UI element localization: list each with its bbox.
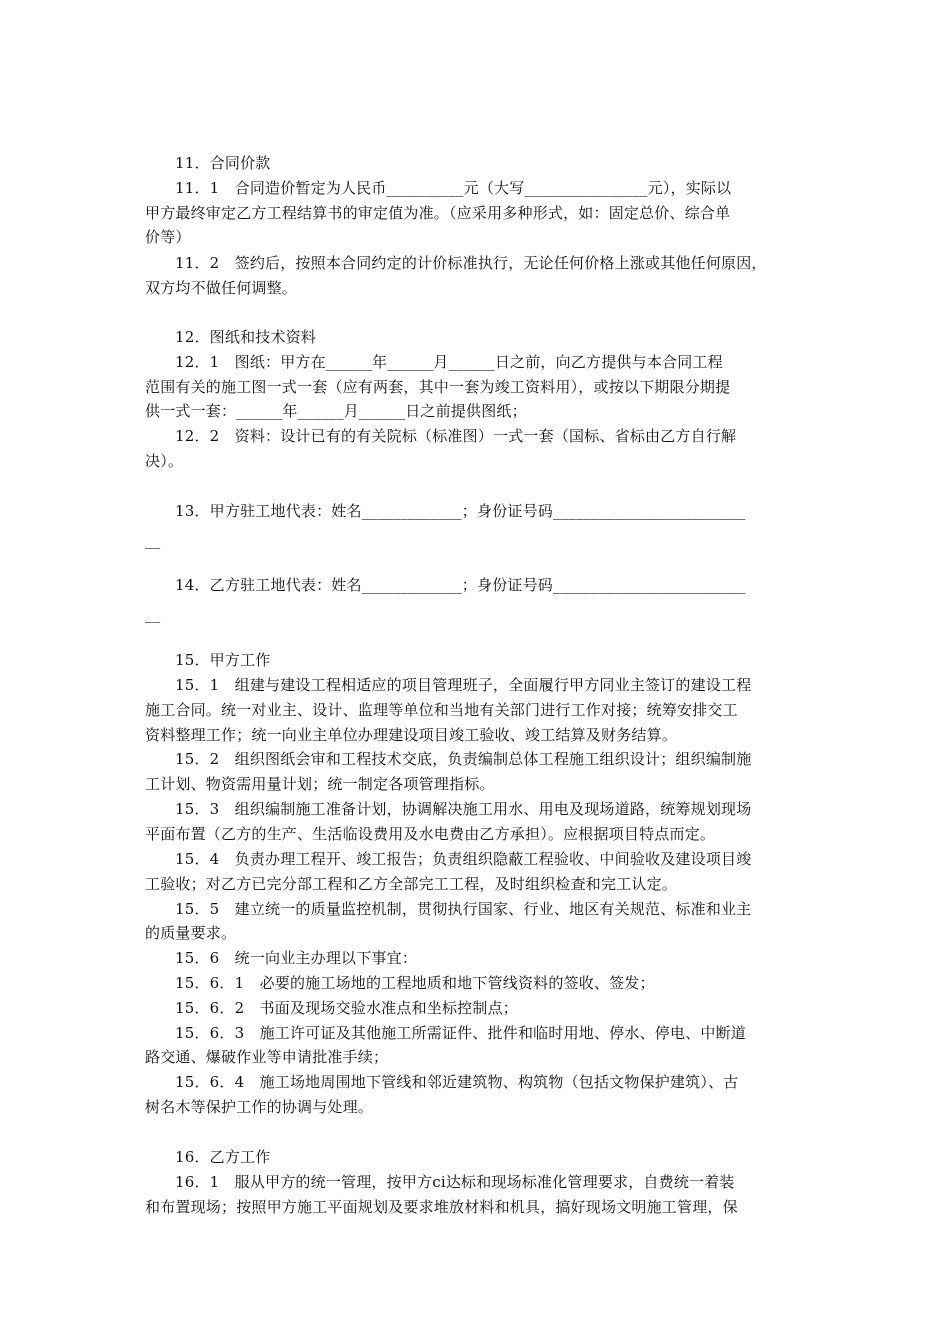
clause-15-6-4-line-2: 树名木等保护工作的协调与处理。 (145, 1098, 374, 1116)
clause-12-1-line-1: 12．1 图纸：甲方在______年______月______日之前，向乙方提供与本合同工程 (175, 353, 723, 371)
section-11-heading: 11．合同价款 (175, 154, 271, 172)
clause-12-1-line-2: 范围有关的施工图一式一套（应有两套，其中一套为竣工资料用），或按以下期限分期提 (145, 378, 731, 396)
clause-15-2-line-1: 15．2 组织图纸会审和工程技术交底，负责编制总体工程施工组织设计；组织编制施 (175, 750, 752, 768)
clause-15-1-line-2: 施工合同。统一对业主、设计、监理等单位和当地有关部门进行工作对接；统筹安排交工 (145, 701, 738, 719)
clause-15-6-3-line-2: 路交通、爆破作业等申请批准手续； (145, 1048, 389, 1066)
section-16-heading: 16．乙方工作 (175, 1148, 271, 1166)
clause-11-2-line-1: 11．2 签约后，按照本合同约定的计价标准执行，无论任何价格上涨或其他任何原因， (175, 254, 767, 272)
clause-15-5-line-1: 15．5 建立统一的质量监控机制，贯彻执行国家、行业、地区有关规范、标准和业主 (175, 900, 752, 918)
clause-11-1-line-1: 11．1 合同造价暂定为人民币__________元（大写________________元），实际以 (175, 179, 732, 197)
clause-11-1-line-3: 价等） (145, 228, 191, 246)
clause-12-1-line-3: 供一式一套：______年______月______日之前提供图纸； (145, 402, 527, 420)
section-13-line-2: __ (145, 531, 161, 549)
clause-12-2-line-1: 12．2 资料：设计已有的有关院标（标准图）一式一套（国标、省标由乙方自行解 (175, 427, 737, 445)
clause-11-2-line-2: 双方均不做任何调整。 (145, 279, 298, 297)
section-12-heading: 12．图纸和技术资料 (175, 328, 317, 346)
clause-15-3-line-1: 15．3 组织编制施工准备计划，协调解决施工用水、用电及现场道路，统筹规划现场 (175, 800, 752, 818)
clause-15-5-line-2: 的质量要求。 (145, 924, 237, 942)
clause-15-6-2-line-1: 15．6．2 书面及现场交验水准点和坐标控制点； (175, 999, 518, 1017)
section-13-line-1: 13．甲方驻工地代表：姓名_____________；身份证号码_________________________ (175, 502, 746, 520)
section-15-heading: 15．甲方工作 (175, 651, 271, 669)
clause-15-4-line-2: 工验收；对乙方已完分部工程和乙方全部完工工程，及时组织检查和完工认定。 (145, 875, 678, 893)
clause-16-1-line-2: 和布置现场；按照甲方施工平面规划及要求堆放材料和机具，搞好现场文明施工管理，保 (145, 1198, 738, 1216)
clause-15-2-line-2: 工计划、物资需用量计划；统一制定各项管理指标。 (145, 775, 495, 793)
clause-15-4-line-1: 15．4 负责办理工程开、竣工报告；负责组织隐蔽工程验收、中间验收及建设项目竣 (175, 850, 752, 868)
clause-15-6-line-1: 15．6 统一向业主办理以下事宜： (175, 949, 418, 967)
section-14-line-1: 14．乙方驻工地代表：姓名_____________；身份证号码_________________________ (175, 576, 746, 594)
clause-11-1-line-2: 甲方最终审定乙方工程结算书的审定值为准。（应采用多种形式，如：固定总价、综合单 (145, 204, 731, 222)
clause-15-1-line-1: 15．1 组建与建设工程相适应的项目管理班子，全面履行甲方同业主签订的建设工程 (175, 676, 752, 694)
clause-15-6-3-line-1: 15．6．3 施工许可证及其他施工所需证件、批件和临时用地、停水、停电、中断道 (175, 1024, 746, 1042)
clause-15-3-line-2: 平面布置（乙方的生产、生活临设费用及水电费由乙方承担）。应根据项目特点而定。 (145, 825, 716, 843)
clause-16-1-line-1: 16．1 服从甲方的统一管理，按甲方ci达标和现场标准化管理要求，自费统一着装 (175, 1173, 735, 1191)
clause-15-6-1-line-1: 15．6．1 必要的施工场地的工程地质和地下管线资料的签收、签发； (175, 974, 655, 992)
section-14-line-2: __ (145, 605, 161, 623)
clause-15-1-line-3: 资料整理工作；统一向业主单位办理建设项目竣工验收、竣工结算及财务结算。 (145, 726, 678, 744)
clause-15-6-4-line-1: 15．6．4 施工场地周围地下管线和邻近建筑物、构筑物（包括文物保护建筑）、古 (175, 1073, 739, 1091)
clause-12-2-line-2: 决）。 (145, 452, 184, 470)
